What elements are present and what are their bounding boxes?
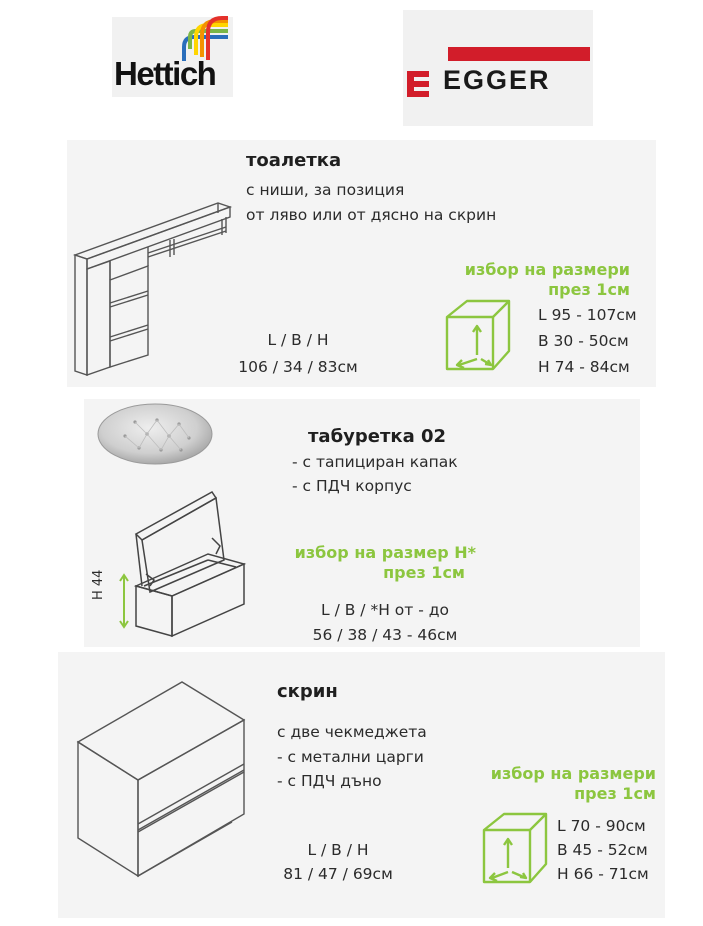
egger-wordmark: EGGER: [443, 65, 551, 95]
dimension-values: 106 / 34 / 83см: [238, 358, 358, 376]
dimension-labels: L / B / *H от - до: [321, 601, 449, 619]
dimension-labels: L / B / H: [267, 331, 329, 349]
size-range: L 70 - 90см: [557, 817, 646, 835]
egger-logo: [403, 10, 593, 126]
size-cube-icon: [443, 297, 518, 375]
size-options-heading: избор на размери: [490, 764, 656, 783]
feature-line: - с метални царги: [277, 748, 424, 766]
upholstered-lid-icon: [95, 400, 215, 466]
dimension-values: 56 / 38 / 43 - 46см: [312, 626, 458, 644]
feature-line: - с тапициран капак: [292, 453, 458, 471]
size-range: B 30 - 50см: [538, 332, 629, 350]
dimension-values: 81 / 47 / 69см: [283, 865, 393, 883]
size-options-heading: избор на размер H*: [294, 543, 476, 562]
dimension-labels: L / B / H: [307, 841, 369, 859]
size-range: B 45 - 52см: [557, 841, 648, 859]
size-options-step: през 1см: [574, 784, 656, 803]
hettich-logo: [112, 17, 233, 97]
egger-red-bar: [448, 47, 590, 61]
size-range: H 74 - 84см: [538, 358, 630, 376]
feature-line: - с ПДЧ корпус: [292, 477, 412, 495]
size-options-step: през 1см: [383, 563, 465, 582]
feature-line: с ниши, за позиция: [246, 181, 405, 199]
size-range: L 95 - 107см: [538, 306, 637, 324]
size-options-step: през 1см: [548, 280, 630, 299]
egger-e-mark: [407, 71, 435, 97]
height-label: H 44: [91, 569, 106, 600]
size-options-heading: избор на размери: [464, 260, 630, 279]
size-range: H 66 - 71см: [557, 865, 649, 883]
product-title: скрин: [277, 681, 338, 702]
product-title: табуретка 02: [308, 426, 447, 447]
taburetka-drawing: [100, 480, 260, 640]
hettich-wordmark: Hettich: [114, 55, 216, 92]
feature-line: от ляво или от дясно на скрин: [246, 206, 497, 224]
feature-line: с две чекмеджета: [277, 723, 427, 741]
feature-line: - с ПДЧ дъно: [277, 772, 382, 790]
toaletka-drawing: [70, 195, 235, 385]
product-title: тоалетка: [246, 150, 342, 171]
skrin-drawing: [72, 680, 252, 880]
size-cube-icon: [480, 810, 555, 888]
